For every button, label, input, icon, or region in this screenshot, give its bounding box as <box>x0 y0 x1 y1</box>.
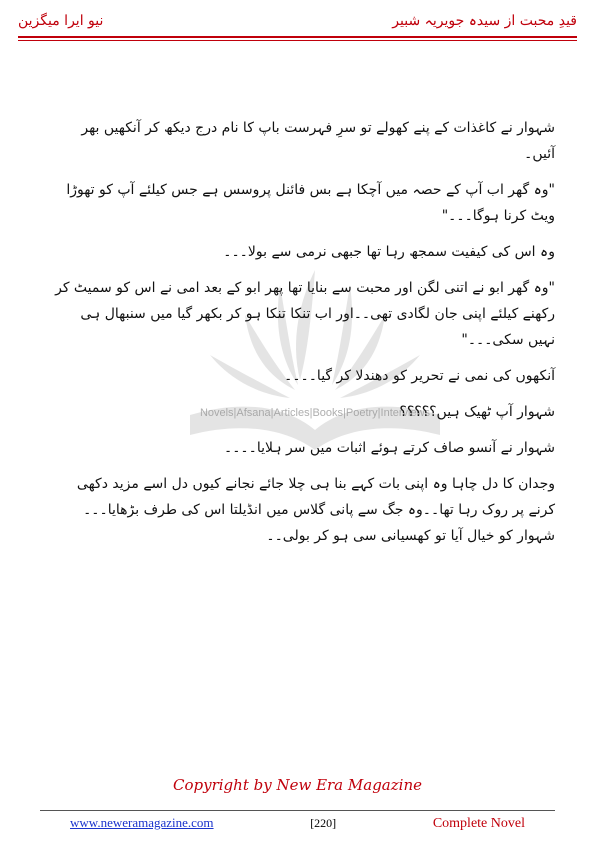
body-line: شہوار آپ ٹھیک ہیں؟؟؟؟؟ <box>399 404 555 420</box>
body-line: "وہ گھر اب آپ کے حصہ میں آچکا ہے بس فائنل پروسس ہے جس کیلئے آپ کو تھوڑا <box>66 182 555 198</box>
novel-body <box>40 115 555 549</box>
page-header <box>18 8 577 34</box>
body-line: وہ اس کی کیفیت سمجھ رہا تھا جبھی نرمی سے بولا۔۔۔ <box>223 244 555 260</box>
body-line: شہوار نے کاغذات کے پنے کھولے تو سرِ فہرست باپ کا نام درج دیکھ کر آنکھیں بھر <box>81 120 555 136</box>
body-line: رکھنے کیلئے اپنی جان لگادی تھی۔۔اور اب تنکا تنکا ہو کر بکھر گیا میں سنبھال ہی <box>80 306 555 322</box>
body-line: "وہ گھر ابو نے اتنی لگن اور محبت سے بنایا تھا پھر ابو کے بعد امی نے اس کو سمیٹ کر <box>55 280 555 296</box>
body-line: آئیں۔ <box>524 146 555 162</box>
novel-title: قیدِ محبت از سیدہ جویریہ شبیر <box>392 13 577 29</box>
body-line: ویٹ کرنا ہوگا۔۔۔" <box>441 208 555 224</box>
body-line: کرنے پر روک رہا تھا۔۔وہ جگ سے پانی گلاس میں انڈیلتا اس کی طرف بڑھایا۔۔۔ <box>83 502 555 518</box>
header-rule <box>18 36 577 38</box>
body-line: شہوار نے آنسو صاف کرتے ہوئے اثبات میں سر ہلایا۔۔۔۔ <box>224 440 555 456</box>
footer-rule <box>40 810 555 811</box>
body-line: وجدان کا دل چاہا وہ اپنی بات کہے بنا ہی چلا جائے نجانے کیوں دل اسے مزید دکھی <box>76 476 555 492</box>
body-line: نہیں سکی۔۔۔" <box>461 332 555 348</box>
section-label: Complete Novel <box>432 816 525 831</box>
copyright-notice: Copyright by New Era Magazine <box>173 776 422 794</box>
body-line: شہوار کو خیال آیا تو کھسیانی سی ہو کر بولی۔۔ <box>266 528 555 544</box>
body-line: آنکھوں کی نمی نے تحریر کو دھندلا کر گیا۔۔۔۔ <box>284 368 555 384</box>
header-rule-thin <box>18 40 577 41</box>
watermark-text: Novels|Afsana|Articles|Books|Poetry|Interviews <box>199 407 431 419</box>
website-link[interactable]: www.neweramagazine.com <box>70 815 214 830</box>
page-footer <box>70 815 525 832</box>
page-number: [220] <box>310 816 337 830</box>
magazine-name: نیو ایرا میگزین <box>18 13 104 29</box>
